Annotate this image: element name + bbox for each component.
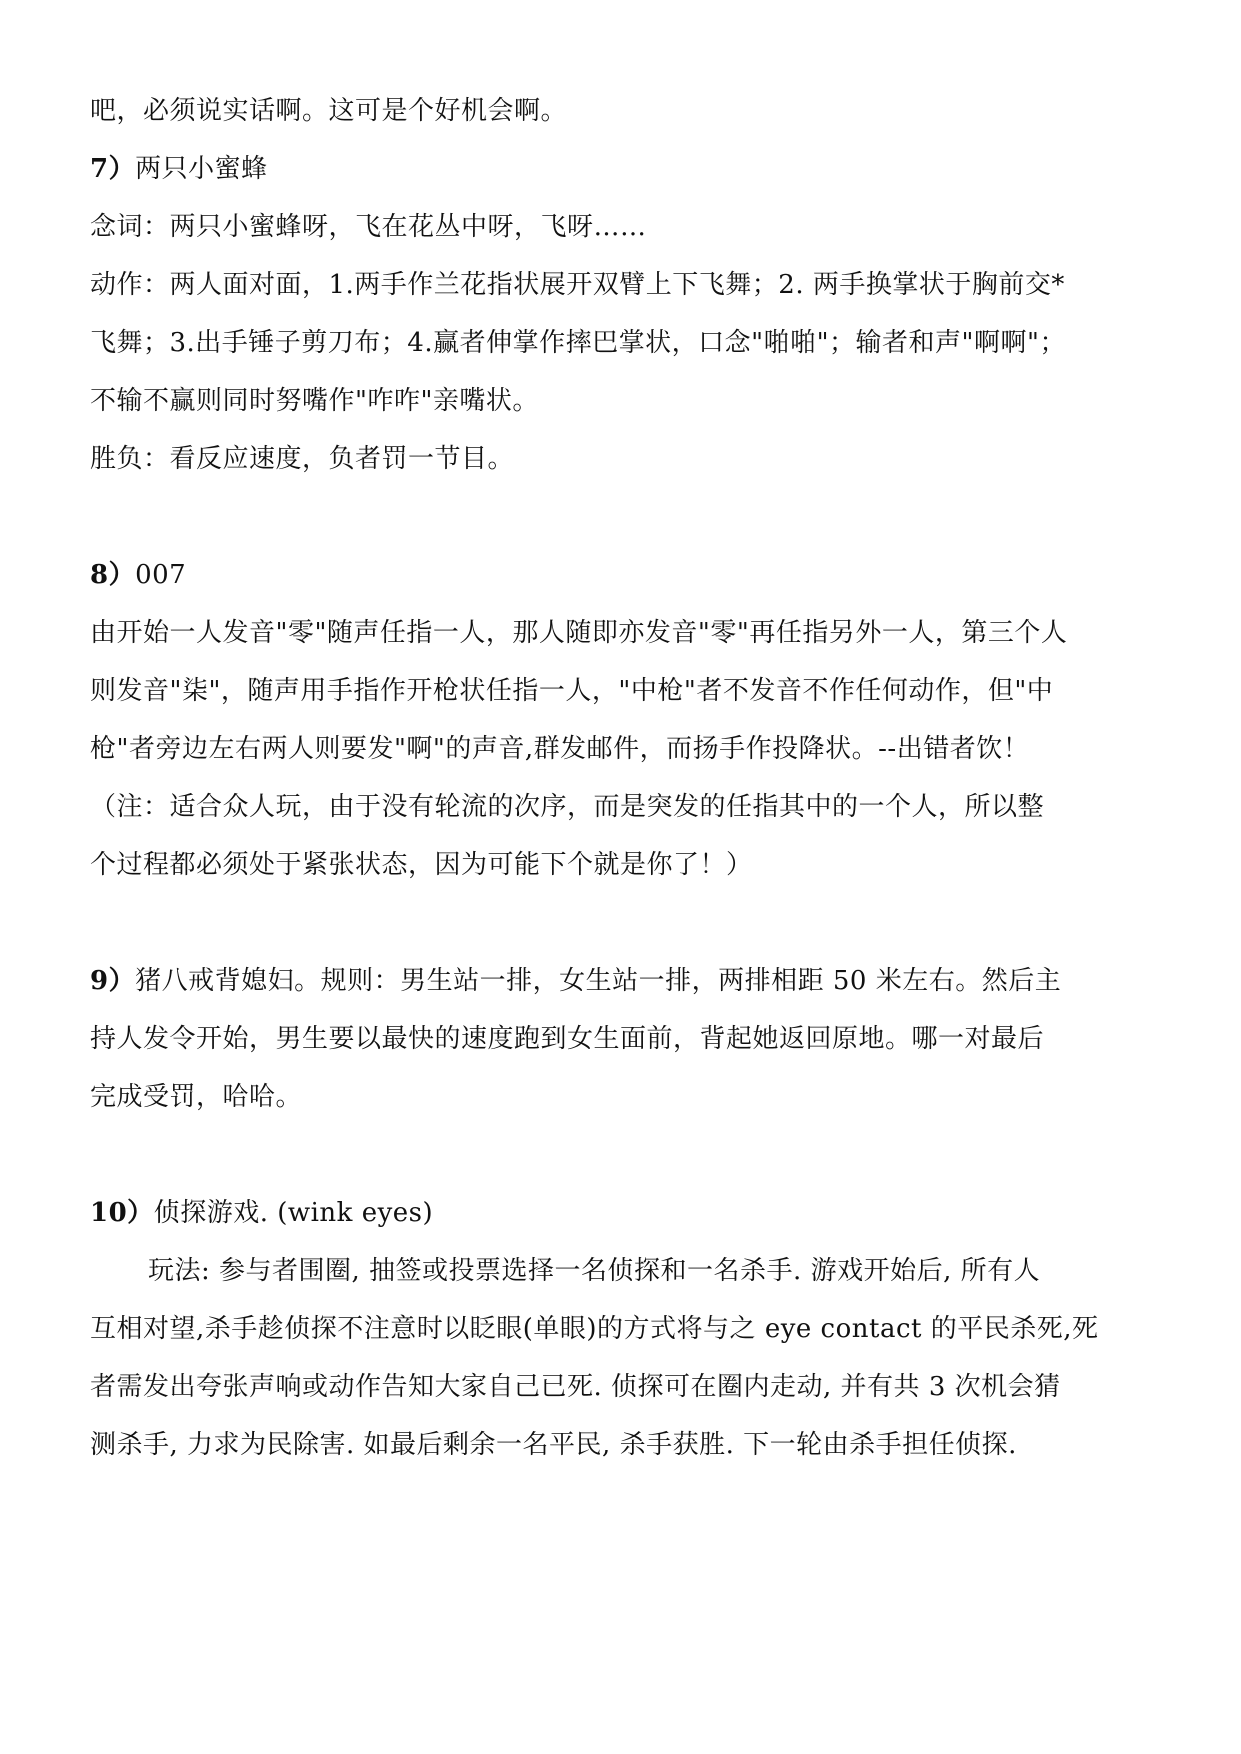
heading-8 bbox=[90, 558, 1160, 592]
heading-9 bbox=[90, 964, 1160, 998]
heading-8-title: 007 bbox=[135, 560, 187, 590]
heading-9-text: 猪八戒背媳妇。规则：男生站一排，女生站一排，两排相距 50 米左右。然后主 bbox=[135, 966, 1062, 996]
text-line-7: 胜负：看反应速度，负者罚一节目。 bbox=[90, 444, 515, 474]
text-line-18: 玩法: 参与者围圈, 抽签或投票选择一名侦探和一名杀手. 游戏开始后, 所有人 bbox=[148, 1256, 1041, 1286]
heading-10 bbox=[90, 1196, 1160, 1230]
heading-10-title: 侦探游戏. (wink eyes) bbox=[153, 1198, 434, 1228]
text-line-21: 测杀手, 力求为民除害. 如最后剩余一名平民, 杀手获胜. 下一轮由杀手担任侦探. bbox=[90, 1430, 1017, 1460]
text-line-1: 吧，必须说实话啊。这可是个好机会啊。 bbox=[90, 96, 568, 126]
text-line-20: 者需发出夸张声响或动作告知大家自己已死. 侦探可在圈内走动, 并有共 3 次机会猜 bbox=[90, 1372, 1061, 1402]
heading-7 bbox=[90, 152, 1160, 186]
text-line-15: 持人发令开始，男生要以最快的速度跑到女生面前，背起她返回原地。哪一对最后 bbox=[90, 1024, 1045, 1054]
heading-7-number: 7） bbox=[90, 154, 136, 184]
text-line-19: 互相对望,杀手趁侦探不注意时以眨眼(单眼)的方式将与之 eye contact 的平民杀死,死 bbox=[90, 1314, 1099, 1344]
text-line-5: 飞舞；3.出手锤子剪刀布；4.赢者伸掌作摔巴掌状，口念"啪啪"；输者和声"啊啊"； bbox=[90, 328, 1066, 358]
text-line-6: 不输不赢则同时努嘴作"咋咋"亲嘴状。 bbox=[90, 386, 539, 416]
text-line-3: 念词：两只小蜜蜂呀，飞在花丛中呀，飞呀…… bbox=[90, 212, 647, 242]
text-line-13: 个过程都必须处于紧张状态，因为可能下个就是你了！） bbox=[90, 850, 753, 880]
heading-8-number: 8） bbox=[90, 560, 136, 590]
text-line-16: 完成受罚，哈哈。 bbox=[90, 1082, 303, 1112]
heading-10-number: 10） bbox=[90, 1198, 154, 1228]
text-line-12: （注：适合众人玩，由于没有轮流的次序，而是突发的任指其中的一个人，所以整 bbox=[90, 792, 1045, 822]
text-line-11: 枪"者旁边左右两人则要发"啊"的声音,群发邮件，而扬手作投降状。--出错者饮！ bbox=[90, 734, 1030, 764]
text-line-9: 由开始一人发音"零"随声任指一人，那人随即亦发音"零"再任指另外一人，第三个人 bbox=[90, 618, 1068, 648]
text-line-4: 动作：两人面对面，1.两手作兰花指状展开双臂上下飞舞；2. 两手换掌状于胸前交* bbox=[90, 270, 1065, 300]
text-line-10: 则发音"柒"，随声用手指作开枪状任指一人，"中枪"者不发音不作任何动作，但"中 bbox=[90, 676, 1054, 706]
heading-7-title: 两只小蜜蜂 bbox=[135, 154, 268, 184]
heading-9-number: 9） bbox=[90, 966, 136, 996]
